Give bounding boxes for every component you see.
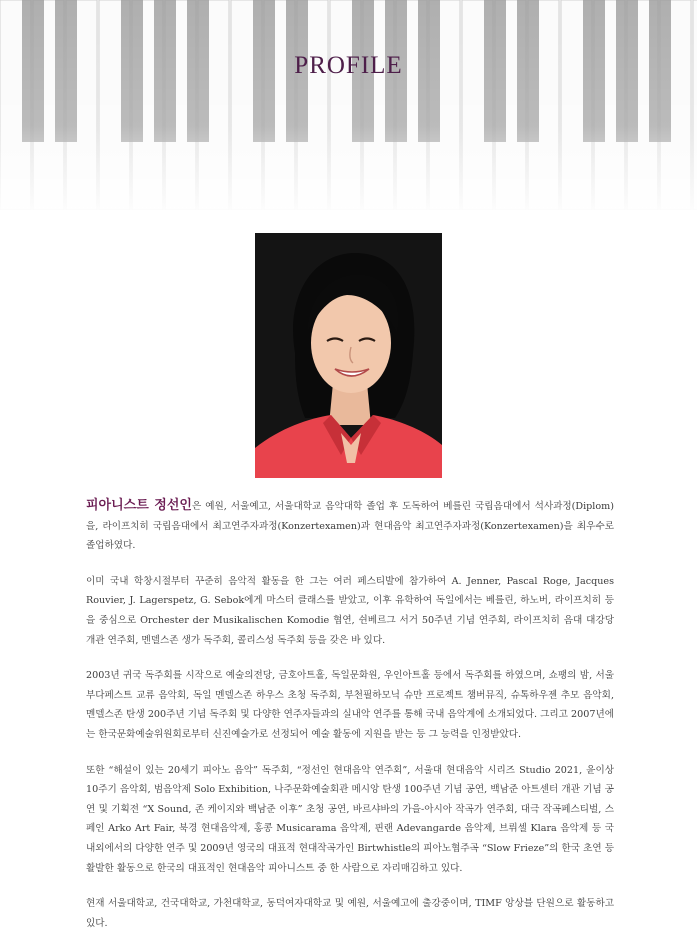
bio-paragraph-5: 현재 서울대학교, 건국대학교, 가천대학교, 동덕여자대학교 및 예원, 서울예고에 출강중이며, TIMF 앙상블 단원으로 활동하고 있다.: [86, 898, 614, 929]
piano-keys-graphic: [0, 0, 697, 210]
piano-keys-header: [0, 0, 697, 210]
bio-paragraph-1: [86, 496, 614, 556]
biography: [86, 496, 614, 949]
portrait-icon: [255, 233, 442, 478]
bio-paragraph-4: 또한 “해설이 있는 20세기 피아노 음악” 독주회, “정선인 현대음악 연주회”, 서울대 현대음악 시리즈 Studio 2021, 윤이상 10주기 음악회, 범음악제 Solo Exhibition, 나주문화예술회관 메시앙 탄생 100주년 기념 공연, 백남준 아트센터 개관 기념 공연 및 기획전 “X Sound, 존 케이지와 백남준 이후” 초청 공연, 바르샤바의 가을-아시아 작곡가 연주회, 대극 작곡페스티벌, 스페인 Arko Art Fair, 북경 현대음악제, 홍콩 Musicarama 음악제, 핀랜 Adevangarde 음악제, 브뤼셀 Klara 음악제 등 국내외에서의 다양한 연주 및 2009년 영국의 대표적 현대작곡가인 Birtwhistle의 피아노협주곡 “Slow Frieze”의 한국 초연 등 활발한 활동으로 한국의 대표적인 현대음악 피아니스트 중 한 사람으로 자리매김하고 있다.: [86, 764, 614, 874]
bio-paragraph-2: 이미 국내 학창시절부터 꾸준히 음악적 활동을 한 그는 여러 페스티발에 참가하여 A. Jenner, Pascal Roge, Jacques Rouvier, J. Lagerspetz, G. Sebok에게 마스터 클래스를 받았고, 이후 유학하여 독일에서는 베를린, 하노버, 라이프치히 등을 중심으로 Orchester der Musikalischen Komodie 협연, 쉰베르그 서거 50주년 기념 연주회, 라이프치히 음대 대강당 개관 연주회, 멘델스존 생가 독주회, 콜리스성 독주회 등을 갖은 바 있다.: [86, 575, 614, 646]
bio-paragraph-1-text: 은 예원, 서울예고, 서울대학교 음악대학 졸업 후 도독하여 베를린 국립음대에서 석사과정(Diplom)을, 라이프치히 국립음대에서 최고연주자과정(Konzertexamen)과 현대음악 최고연주자과정(Konzertexamen)을 최우수로 졸업하였다.: [86, 501, 614, 552]
lead-name: 피아니스트 정선인: [86, 498, 192, 513]
bio-paragraph-3: 2003년 귀국 독주회를 시작으로 예술의전당, 금호아트홀, 독일문화원, 우인아트홀 등에서 독주회를 하였으며, 쇼팽의 밤, 서울 부다페스트 교류 음악회, 독일 멘델스존 하우스 초청 독주회, 부천필하모닉 슈만 프로젝트 챔버뮤직, 슈톡하우젠 추모 음악회, 멘델스존 탄생 200주년 기념 독주회 및 다양한 연주자들과의 실내악 연주를 통해 국내 음악계에 소개되었다. 그리고 2007년에는 한국문화예술위원회로부터 신진예술가로 선정되어 예술 활동에 지원을 받는 등 그 능력을 인정받았다.: [86, 670, 614, 740]
portrait-photo: [255, 233, 442, 478]
page-title: PROFILE: [294, 52, 403, 79]
